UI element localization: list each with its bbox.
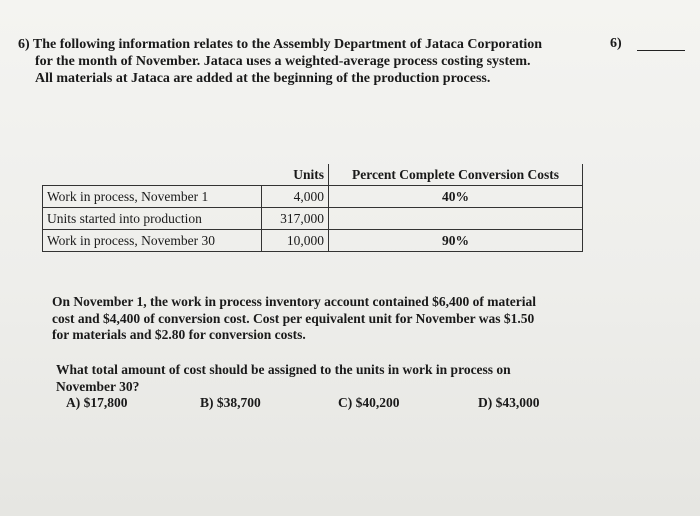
answer-blank[interactable] [637,50,685,51]
question-prompt [56,362,596,395]
units-header: Units [262,164,329,186]
prompt-line: November 30? [56,378,140,394]
question-line: for the month of November. Jataca uses a weighted-average process costing system. [35,54,531,69]
prompt-line: What total amount of cost should be assigned to the units in work in process on [56,362,511,377]
row-units: 4,000 [262,186,329,208]
table-header-row [43,164,583,186]
table-row [43,186,583,208]
row-label: Units started into production [43,208,262,230]
units-table [42,164,583,252]
paragraph-line: On November 1, the work in process inventory account contained $6,400 of material [52,294,536,309]
question-number-side: 6) [610,36,622,51]
row-label: Work in process, November 1 [43,186,262,208]
table-row [43,230,583,252]
paragraph-line: cost and $4,400 of conversion cost. Cost per equivalent unit for November was $1.50 [52,310,535,326]
table-header-blank [43,164,262,186]
choice-c[interactable]: C) $40,200 [338,395,400,410]
info-paragraph [52,294,592,344]
percent-header: Percent Complete Conversion Costs [329,164,583,186]
choice-a[interactable]: A) $17,800 [66,395,128,410]
row-units: 317,000 [262,208,329,230]
row-percent: 90% [329,230,583,252]
question-line: All materials at Jataca are added at the beginning of the production process. [35,71,491,86]
question-text [18,36,598,87]
row-label: Work in process, November 30 [43,230,262,252]
paragraph-line: for materials and $2.80 for conversion costs. [52,327,306,342]
row-percent: 40% [329,186,583,208]
choice-b[interactable]: B) $38,700 [200,395,261,410]
row-percent [329,208,583,230]
question-line: 6) The following information relates to the Assembly Department of Jataca Corporation [18,37,543,52]
choice-d[interactable]: D) $43,000 [478,395,540,410]
table-row [43,208,583,230]
row-units: 10,000 [262,230,329,252]
